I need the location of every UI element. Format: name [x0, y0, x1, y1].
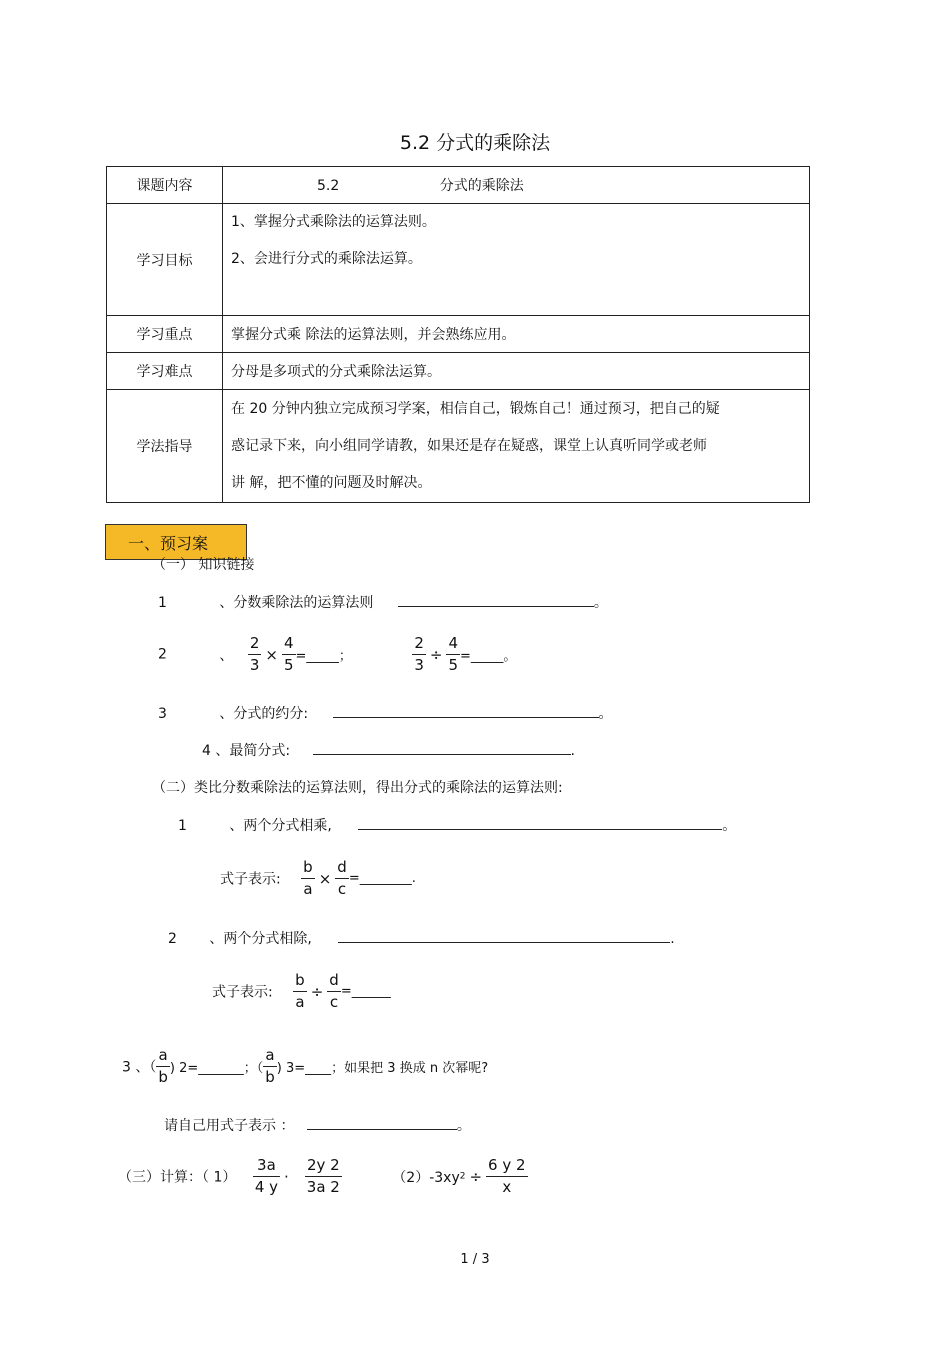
- page-number: 1 / 3: [460, 1252, 490, 1267]
- numerator: a: [158, 1046, 168, 1064]
- fraction: [486, 1158, 528, 1195]
- answer-blank[interactable]: [307, 1115, 457, 1130]
- punct: 、: [219, 647, 234, 664]
- question-3: [158, 703, 613, 723]
- answer-blank[interactable]: =_____；: [295, 649, 352, 664]
- answer-blank[interactable]: ) 2=_______；（: [169, 1061, 264, 1076]
- fraction: [446, 636, 460, 673]
- denominator: x: [502, 1178, 512, 1196]
- method-line: 在 20 分钟内独立完成预习学案，相信自己，锻炼自己！通过预习，把自己的疑: [231, 400, 720, 417]
- expression-prompt: [164, 1115, 471, 1135]
- method-line: 讲 解，把不懂的问题及时解决。: [231, 474, 432, 491]
- question-number: 3: [158, 706, 167, 722]
- power-question: [122, 1048, 488, 1085]
- rule-divide: [168, 928, 675, 948]
- answer-blank[interactable]: [338, 928, 670, 943]
- fraction: [293, 973, 307, 1010]
- denominator: 5: [448, 656, 459, 674]
- numerator: 4: [448, 634, 459, 652]
- table-row-key: 学习目标: [107, 204, 223, 316]
- answer-blank[interactable]: =________.: [348, 871, 416, 886]
- answer-blank[interactable]: =_____。: [460, 649, 517, 664]
- question-text: 请自己用式子表示 ：: [164, 1118, 295, 1134]
- table-row-key: 课题内容: [107, 167, 223, 204]
- topic-number: 5.2: [317, 178, 340, 194]
- rule-text: 、两个分式相乘,: [229, 818, 332, 834]
- fraction: [335, 860, 349, 897]
- numerator: 6 y 2: [488, 1156, 526, 1174]
- denominator: 3a 2: [306, 1178, 340, 1196]
- dot-symbol: ·: [284, 1167, 289, 1186]
- table-row-value: 掌握分式乘 除法的运算法则，并会熟练应用。: [223, 316, 810, 353]
- denominator: 3: [414, 656, 424, 674]
- goal-line: 2、会进行分式的乘除法运算。: [231, 251, 422, 267]
- punct: 。: [598, 706, 613, 722]
- denominator: 5: [283, 656, 294, 674]
- rule-number: 2: [168, 931, 177, 947]
- denominator: c: [329, 993, 339, 1011]
- fraction: [263, 1048, 277, 1085]
- goal-line: 1、掌握分式乘除法的运算法则。: [231, 214, 436, 230]
- punct: 。: [593, 595, 608, 611]
- fraction: [156, 1048, 170, 1085]
- fraction: [327, 973, 341, 1010]
- question-text: 4 、最简分式:: [202, 743, 291, 759]
- lesson-info-table: [106, 166, 810, 503]
- question-2: [158, 636, 516, 673]
- denominator: a: [303, 880, 313, 898]
- fraction: [248, 636, 262, 673]
- denominator: b: [158, 1068, 168, 1086]
- formula-divide: [212, 973, 391, 1010]
- rule-number: 1: [178, 818, 187, 834]
- table-row-value: [223, 167, 810, 204]
- exponent: 2: [459, 1171, 466, 1182]
- formula-label: 式子表示:: [212, 984, 273, 1001]
- numerator: b: [303, 858, 313, 876]
- numerator: d: [329, 971, 339, 989]
- part1-heading: （一） 知识链接: [152, 557, 255, 573]
- fraction: [412, 636, 426, 673]
- numerator: 3a: [257, 1156, 276, 1174]
- punct: 。: [456, 1118, 471, 1134]
- table-row-key: 学法指导: [107, 390, 223, 503]
- numerator: a: [265, 1046, 275, 1064]
- rule-text: 、两个分式相除,: [209, 931, 312, 947]
- numerator: b: [295, 971, 305, 989]
- answer-blank[interactable]: [398, 592, 594, 607]
- topic-name: 分式的乘除法: [439, 178, 524, 194]
- part2-heading: （二）类比分数乘除法的运算法则，得出分式的乘除法的运算法则:: [152, 780, 563, 796]
- denominator: 4 y: [254, 1178, 279, 1196]
- fraction: [282, 636, 296, 673]
- answer-blank[interactable]: [358, 815, 722, 830]
- table-row-key: 学习难点: [107, 353, 223, 390]
- method-line: 惑记录下来，向小组同学请教，如果还是存在疑惑，课堂上认真听同学或老师: [231, 437, 707, 454]
- formula-label: 式子表示:: [220, 871, 281, 888]
- page-title: 5.2 分式的乘除法: [399, 132, 551, 154]
- fraction: [253, 1158, 280, 1195]
- times-symbol: ×: [318, 869, 332, 888]
- table-row-value: [223, 390, 810, 503]
- calculation-section: [118, 1158, 528, 1195]
- denominator: 3: [249, 656, 260, 674]
- question-text: 3 、（: [122, 1059, 157, 1076]
- rule-multiply: [178, 815, 736, 835]
- answer-blank[interactable]: [333, 703, 599, 718]
- answer-blank[interactable]: =______: [340, 984, 391, 999]
- numerator: 2: [249, 634, 260, 652]
- punct: .: [670, 931, 675, 947]
- question-text: 、分数乘除法的运算法则: [219, 595, 374, 611]
- question-text: （2）-3xy: [392, 1169, 460, 1186]
- table-row-key: 学习重点: [107, 316, 223, 353]
- punct: 。: [722, 818, 737, 834]
- section-label: 一、预习案: [105, 524, 247, 560]
- table-row-value: 分母是多项式的分式乘除法运算。: [223, 353, 810, 390]
- question-1: [158, 592, 608, 612]
- question-number: 2: [158, 646, 167, 663]
- punct: .: [570, 743, 575, 759]
- question-text: （三）计算：（ 1）: [118, 1169, 237, 1186]
- question-text: 、分式的约分:: [219, 706, 309, 722]
- divide-symbol: ÷: [310, 982, 324, 1001]
- formula-multiply: [220, 860, 416, 897]
- question-text: ) 3=____；如果把 3 换成 n 次幂呢?: [276, 1061, 489, 1076]
- numerator: 2: [414, 634, 424, 652]
- fraction: [301, 860, 315, 897]
- question-number: 1: [158, 595, 167, 611]
- denominator: c: [337, 880, 347, 898]
- fraction: [305, 1158, 342, 1195]
- table-row-value: [223, 204, 810, 316]
- denominator: a: [295, 993, 305, 1011]
- divide-symbol: ÷: [429, 645, 443, 664]
- numerator: 2y 2: [306, 1156, 340, 1174]
- answer-blank[interactable]: [313, 740, 571, 755]
- numerator: d: [337, 858, 347, 876]
- divide-symbol: ÷: [469, 1167, 483, 1186]
- question-4: [202, 740, 575, 760]
- denominator: b: [265, 1068, 275, 1086]
- numerator: 4: [283, 634, 294, 652]
- times-symbol: ×: [265, 645, 278, 664]
